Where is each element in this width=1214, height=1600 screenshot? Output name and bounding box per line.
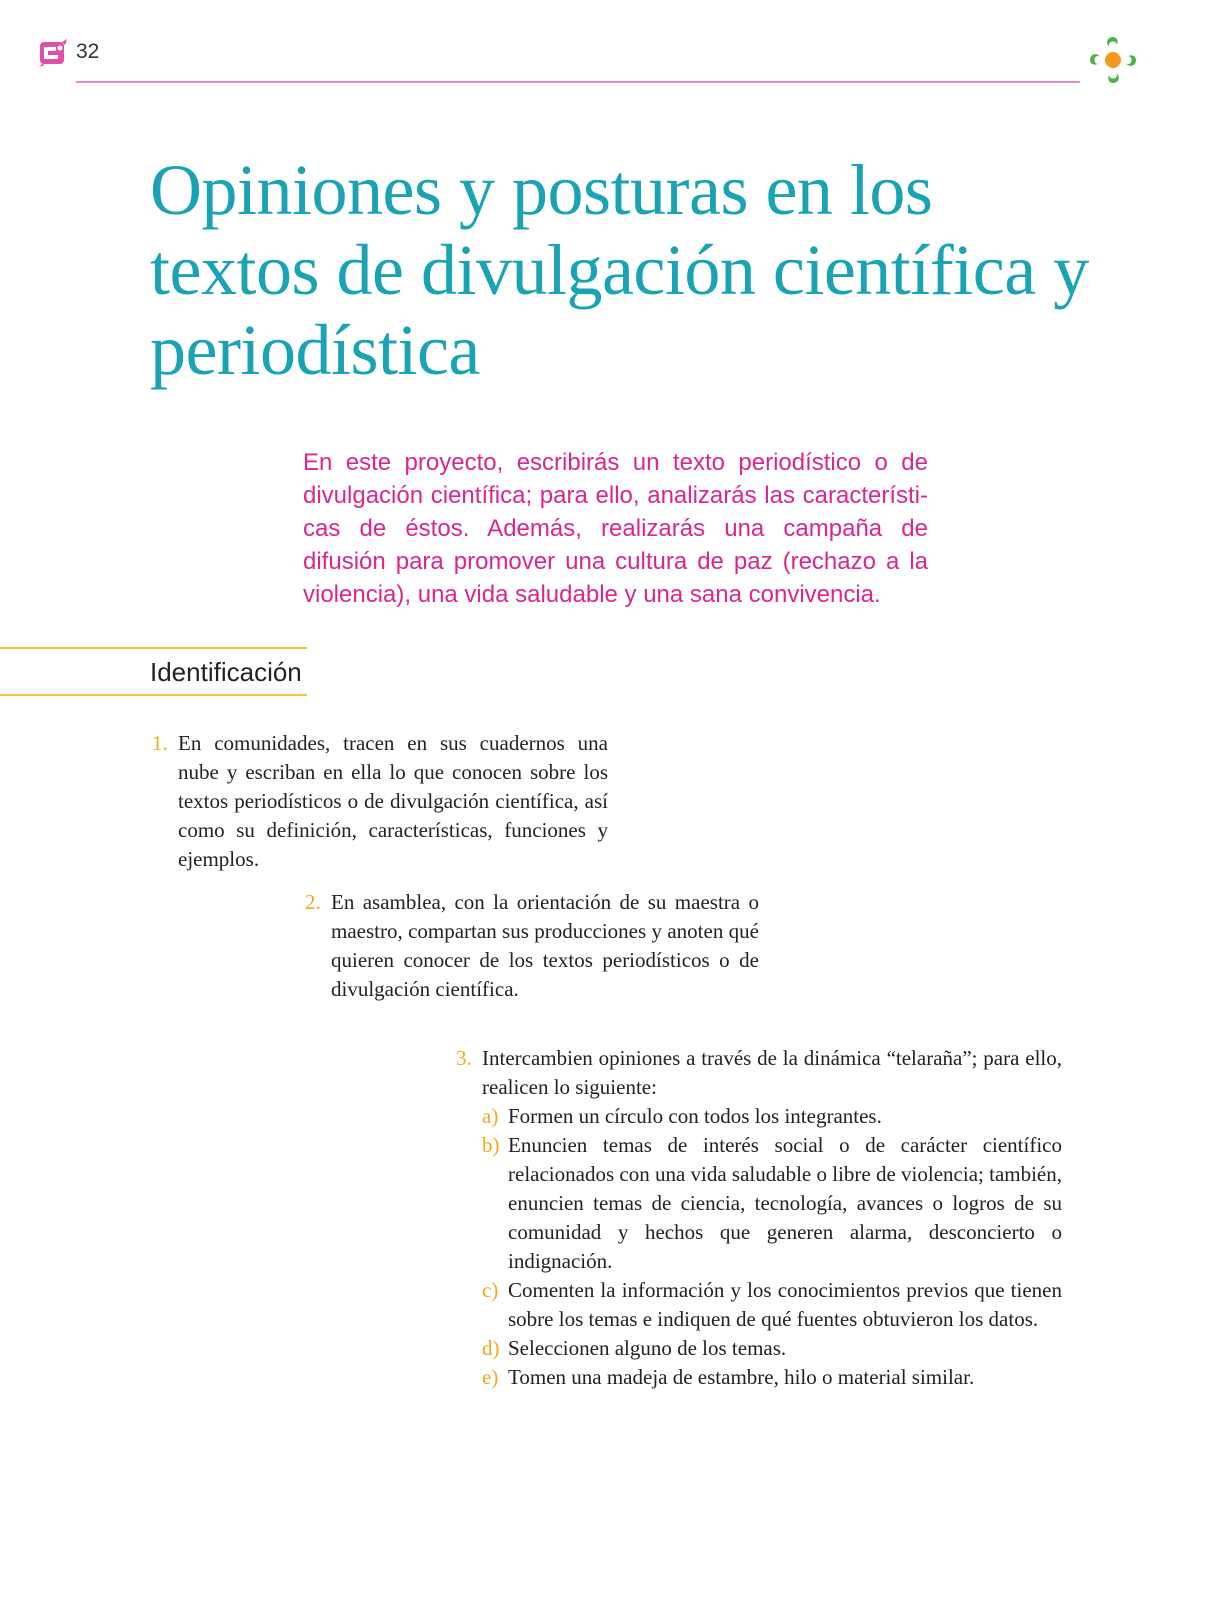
activity-number: 1. <box>152 731 168 755</box>
section-title: Identificación <box>150 657 302 687</box>
aztec-glyph-icon <box>38 38 68 68</box>
list-item-letter: d) <box>482 1336 500 1360</box>
list-item <box>482 1276 1062 1334</box>
list-item <box>482 1334 1062 1363</box>
activity-2 <box>305 888 759 1004</box>
list-item <box>482 1363 1062 1392</box>
list-item <box>482 1131 1062 1276</box>
list-item <box>482 1102 1062 1131</box>
activity-number: 2. <box>305 890 321 914</box>
list-item-letter: b) <box>482 1133 500 1157</box>
list-item-letter: c) <box>482 1278 499 1302</box>
list-item-text: Enuncien temas de interés social o de carácter científico relacionados con una vida saludable o libre de violencia; también, enuncien temas de ciencia, tecnología, avances o logros de su comunidad y hechos que generen alarma, desconcierto o indignación. <box>508 1133 1062 1273</box>
page-title: Opiniones y posturas en los textos de divulgación científica y periodística <box>150 150 1089 390</box>
section-rule-bottom <box>0 694 307 696</box>
list-item-text: Comenten la información y los conocimientos previos que tienen sobre los temas e indiquen de qué fuentes obtuvieron los datos. <box>508 1278 1062 1331</box>
activity-text: En asamblea, con la orientación de su maestra o maestro, compartan sus producciones y anoten qué quieren conocer de los textos periodísticos o de divulgación científica. <box>331 890 759 1001</box>
list-item-letter: a) <box>482 1104 499 1128</box>
list-item-text: Formen un círculo con todos los integrantes. <box>508 1104 882 1128</box>
header-rule <box>76 81 1080 83</box>
list-item-letter: e) <box>482 1365 499 1389</box>
activity-text: Intercambien opiniones a través de la dinámica “telaraña”; para ello, realicen lo siguiente: <box>482 1046 1062 1099</box>
list-item-text: Seleccionen alguno de los temas. <box>508 1336 787 1360</box>
activity-number: 3. <box>456 1046 472 1070</box>
section-rule-top <box>0 647 307 649</box>
list-item-text: Tomen una madeja de estambre, hilo o material similar. <box>508 1365 975 1389</box>
four-leaf-emblem-icon <box>1086 34 1140 86</box>
activity-text: En comunidades, tracen en sus cuadernos una nube y escriban en ella lo que conocen sobre los textos periodísticos o de divulgación científica, así como su definición, características, funciones y ejemplos. <box>178 731 608 871</box>
activity-1 <box>152 729 608 874</box>
activity-sub-list <box>482 1102 1062 1392</box>
page-number: 32 <box>76 40 100 63</box>
activity-3 <box>456 1044 1062 1392</box>
intro-paragraph: En este proyecto, escribirás un texto periodístico o de divulgación científica; para ello, analizarás las características de éstos. Además, realizarás una campaña de difusión para promover una cultura de paz (rechazo a la violencia), una vida saludable y una sana convivencia. <box>303 449 928 608</box>
